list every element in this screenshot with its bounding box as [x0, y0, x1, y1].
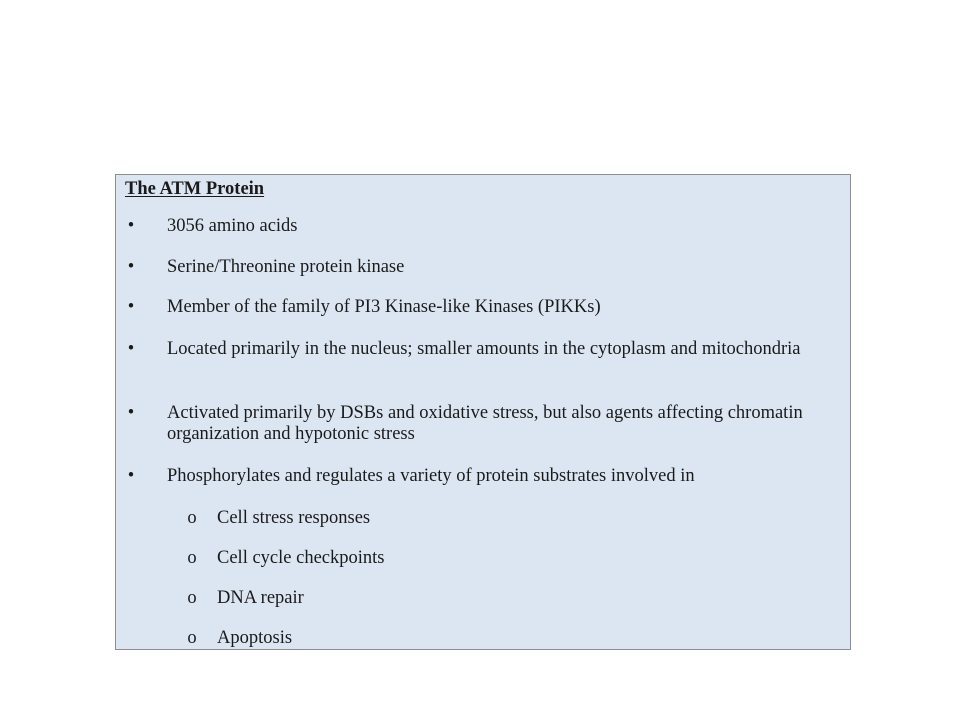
- sub-item-text: Cell stress responses: [217, 508, 371, 528]
- sub-item-text: DNA repair: [217, 588, 304, 608]
- bullet-text: Activated primarily by DSBs and oxidative stress, but also agents affecting chromatin organization and hypotonic stress: [167, 403, 803, 444]
- bullet-dot-icon: •: [127, 466, 135, 486]
- bullet-dot-icon: •: [127, 216, 135, 236]
- bullet-text: Phosphorylates and regulates a variety of protein substrates involved in: [167, 466, 695, 486]
- bullet-text: Member of the family of PI3 Kinase-like Kinases (PIKKs): [167, 297, 601, 317]
- bullet-dot-icon: •: [127, 257, 135, 277]
- sub-item-text: Cell cycle checkpoints: [217, 548, 385, 568]
- circle-bullet-icon: o: [187, 588, 197, 608]
- bullet-dot-icon: •: [127, 339, 135, 359]
- box-title: The ATM Protein: [125, 179, 265, 199]
- circle-bullet-icon: o: [187, 628, 197, 648]
- circle-bullet-icon: o: [187, 508, 197, 528]
- bullet-dot-icon: •: [127, 403, 135, 423]
- bullet-text: Located primarily in the nucleus; smaller amounts in the cytoplasm and mitochondria: [167, 339, 801, 359]
- sub-item-text: Apoptosis: [217, 628, 293, 648]
- bullet-dot-icon: •: [127, 297, 135, 317]
- atm-protein-textbox: [115, 174, 851, 650]
- circle-bullet-icon: o: [187, 548, 197, 568]
- bullet-text: 3056 amino acids: [167, 216, 298, 236]
- bullet-text: Serine/Threonine protein kinase: [167, 257, 405, 277]
